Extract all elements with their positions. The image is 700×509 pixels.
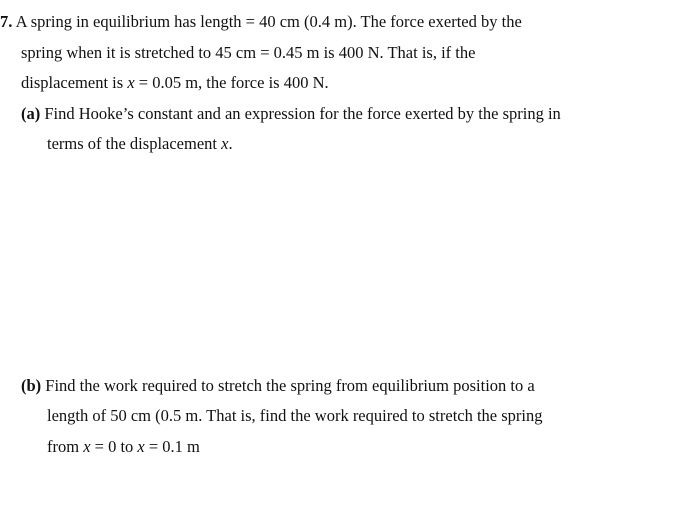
part-a-line-1 (21, 104, 561, 124)
variable-x: x (137, 437, 145, 456)
part-a-line-2 (47, 134, 233, 154)
part-b-text-3-mid: = 0 to (90, 437, 138, 456)
variable-x: x (221, 134, 229, 153)
part-b-text-1: Find the work required to stretch the spring from equilibrium position to a (45, 376, 535, 395)
part-b-text-3-end: = 0.1 m (144, 437, 200, 456)
part-b-label: (b) (21, 376, 42, 395)
problem-number: 7. (0, 12, 13, 31)
problem-text-3-pre: displacement is (21, 73, 128, 92)
part-a-text-1: Find Hooke’s constant and an expression for the force exerted by the spring in (44, 104, 561, 123)
part-b-line-1 (21, 376, 535, 396)
part-a-label: (a) (21, 104, 41, 123)
part-a-text-2-pre: terms of the displacement (47, 134, 222, 153)
problem-line-3 (21, 73, 329, 93)
part-b-text-3-from: from (47, 437, 84, 456)
problem-line-1 (0, 12, 522, 32)
variable-x: x (83, 437, 91, 456)
part-b-text-2: length of 50 cm (0.5 m. That is, find the work required to stretch the spring (47, 406, 543, 425)
part-b-line-3 (47, 437, 200, 457)
problem-line-2 (21, 43, 475, 63)
problem-text-2: spring when it is stretched to 45 cm = 0.45 m is 400 N. That is, if the (21, 43, 476, 62)
problem-text-3-post: = 0.05 m, the force is 400 N. (134, 73, 329, 92)
part-a-text-2-post: . (228, 134, 233, 153)
part-b-line-2 (47, 406, 543, 426)
variable-x: x (127, 73, 135, 92)
problem-text-1: A spring in equilibrium has length = 40 cm (0.4 m). The force exerted by the (15, 12, 522, 31)
